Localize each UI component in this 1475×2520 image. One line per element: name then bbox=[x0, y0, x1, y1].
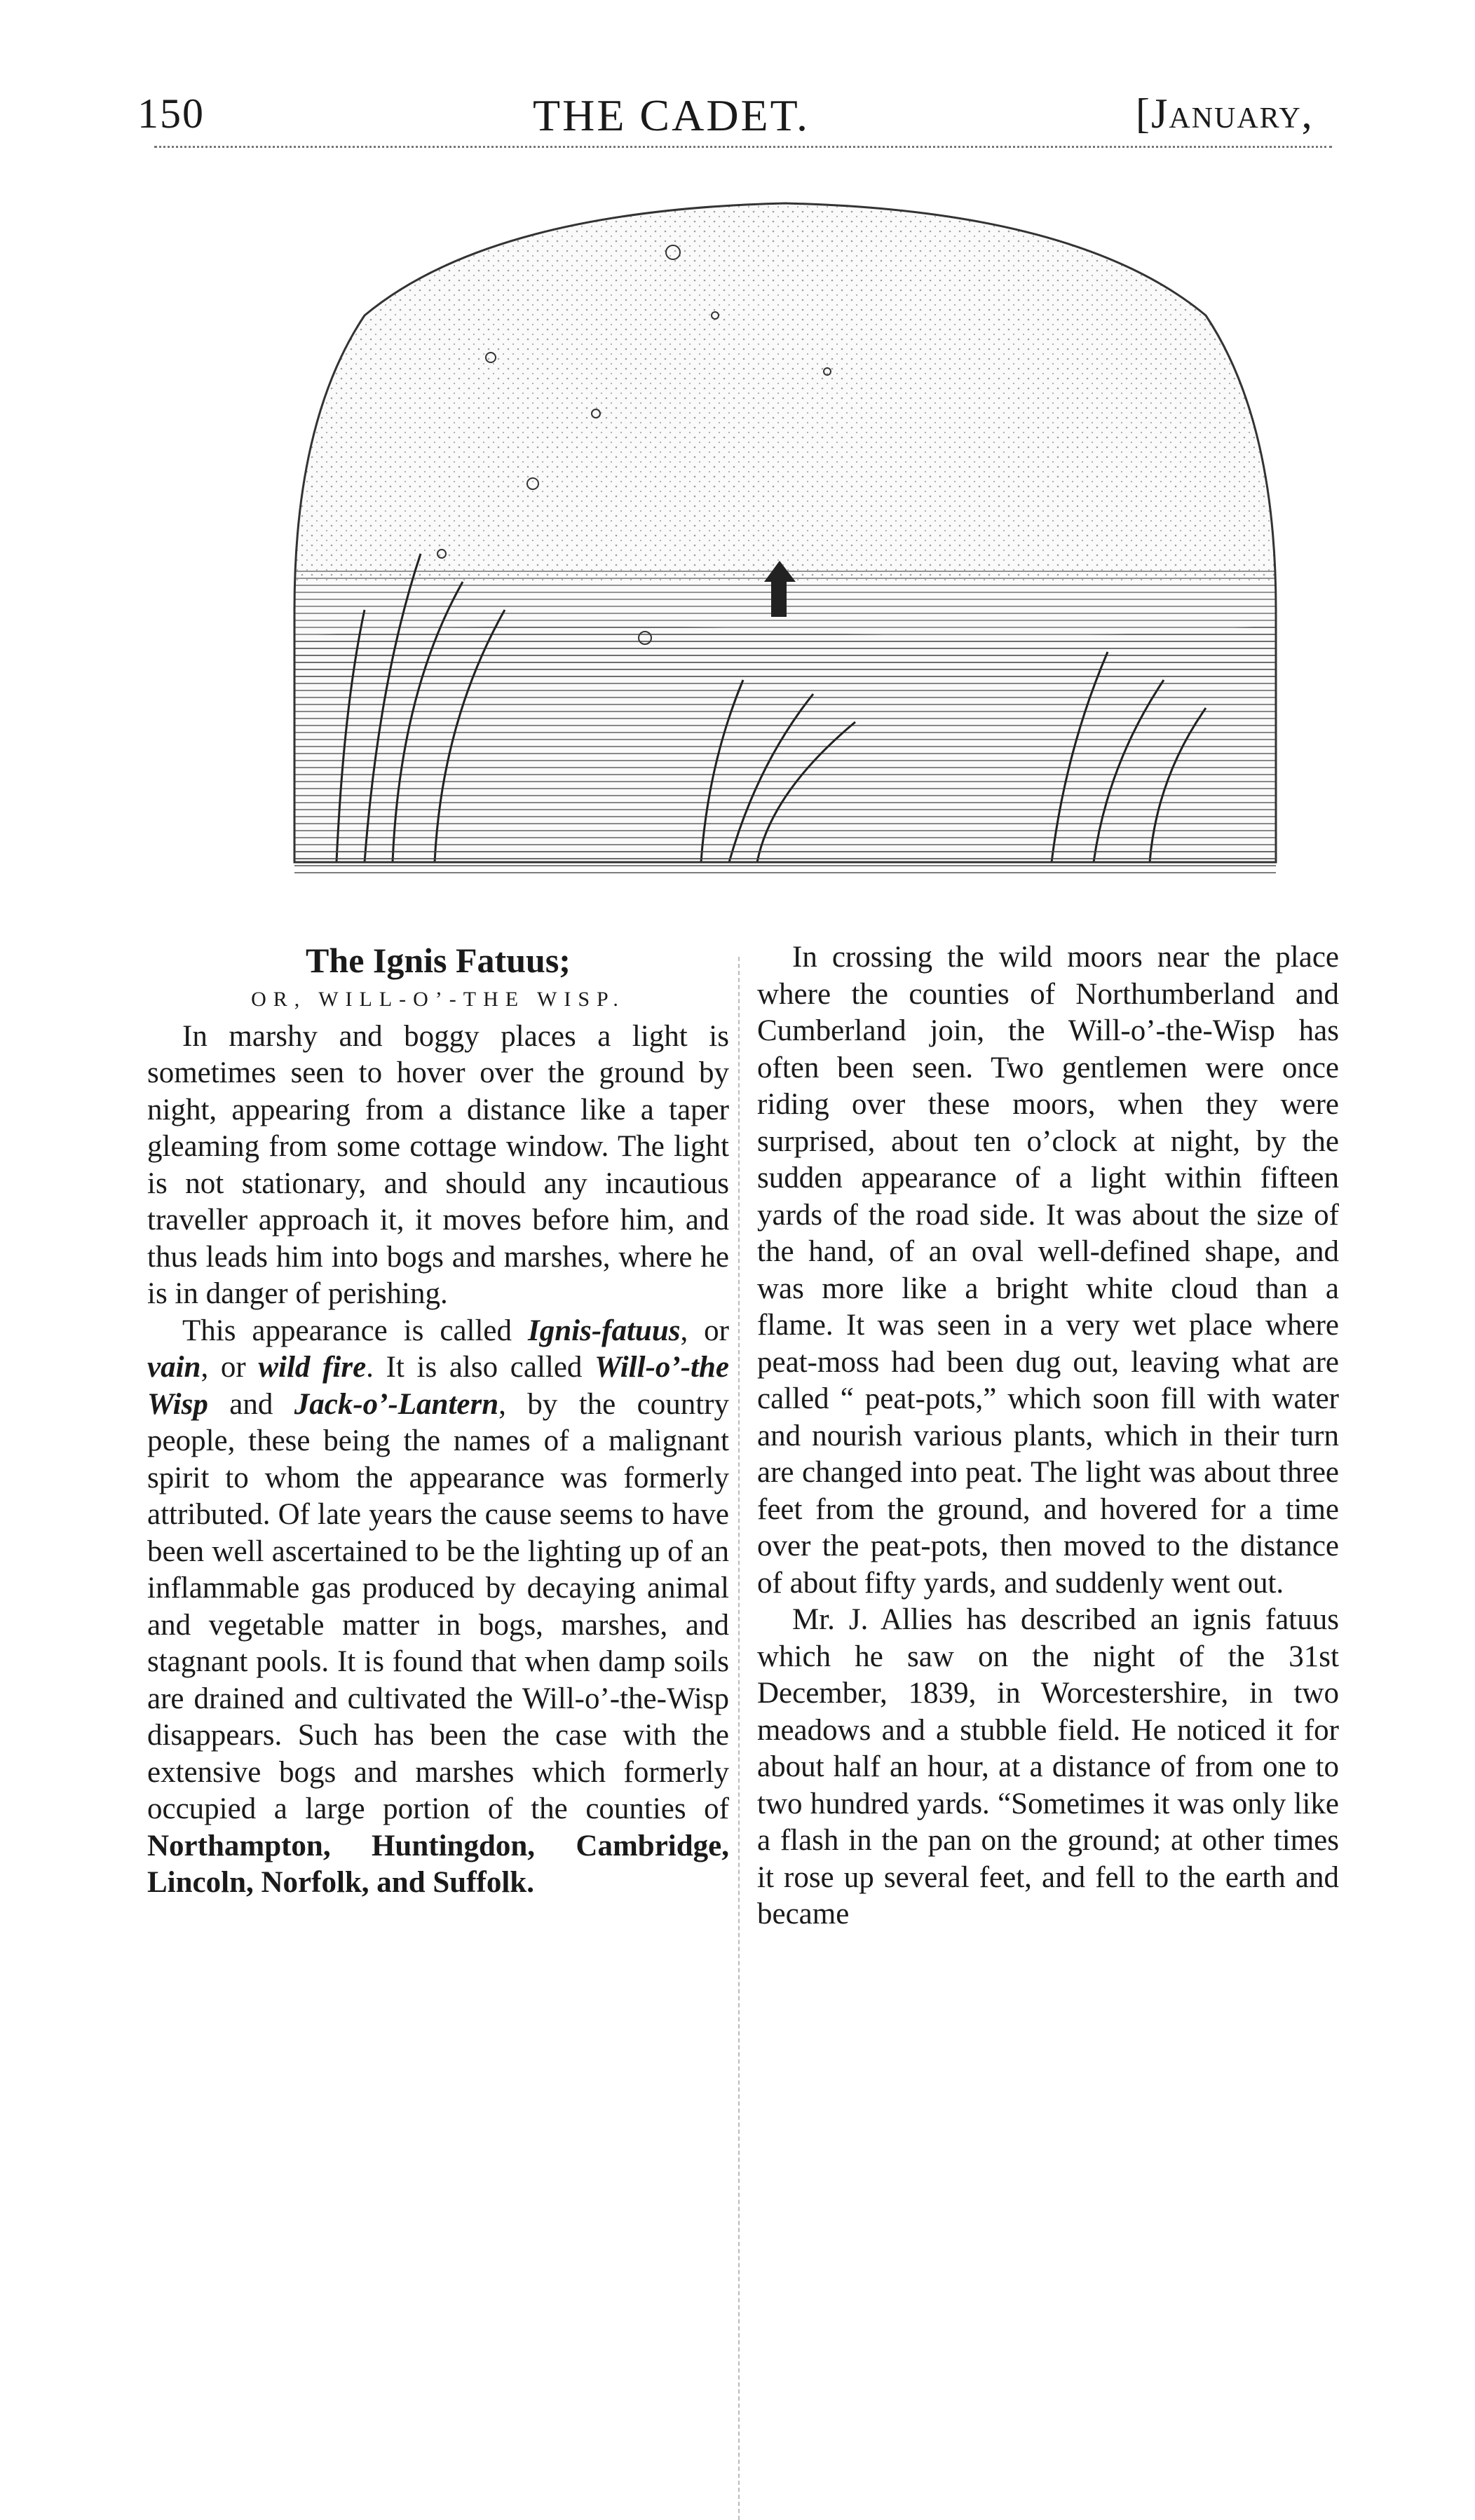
page-number: 150 bbox=[137, 90, 205, 137]
running-month: [January, bbox=[1136, 90, 1314, 137]
term-ignis-fatuus: Ignis-fatuus bbox=[527, 1314, 681, 1347]
header-rule bbox=[154, 146, 1332, 148]
counties-list: Northampton, Huntingdon, Cambridge, Lincoln, Norfolk, and Suffolk. bbox=[147, 1829, 729, 1899]
article-title: The Ignis Fatuus; bbox=[306, 941, 571, 980]
marsh-engraving-illustration bbox=[280, 189, 1290, 890]
term-wild-fire: wild fire bbox=[258, 1351, 367, 1384]
term-jack-o-lantern: Jack-o’-Lantern bbox=[294, 1387, 499, 1421]
paragraph-3: In crossing the wild moors near the place where the counties of Northumberland and Cumberland join, the Will-o’-the-Wisp has often been seen. Two gentlemen were once riding over these moors, when they were surprised, about ten o’clock at night, by the sudden appearance of a light within fifteen yards of the road side. It was about the size of the hand, of an oval well-defined shape, and was more like a bright white cloud than a flame. It was seen in a very wet place where peat-moss had been dug out, leaving what are called “ peat-pots,” which soon fill with water and nourish various plants, which in their turn are changed into peat. The light was about three feet from the ground, and hovered for a time over the peat-pots, then moved to the distance of about fifty yards, and suddenly went out. bbox=[757, 941, 1339, 1600]
column-divider bbox=[738, 957, 740, 2520]
paragraph-2 bbox=[147, 1313, 729, 1902]
paragraph-1: In marshy and boggy places a light is sometimes seen to hover over the ground by night, appearing from a distance like a taper gleaming from some cottage window. The light is not stationary, and should any incautious traveller approach it, it moves before him, and thus leads him into bogs and marshes, where he is in danger of perishing. bbox=[147, 1019, 729, 1310]
text-run: . It is also called bbox=[366, 1351, 595, 1384]
term-vain: vain bbox=[147, 1351, 201, 1384]
term-will-o-the-wisp: Will-o’-the Wisp bbox=[147, 1351, 729, 1421]
paragraph-4: Mr. J. Allies has described an ignis fatuus which he saw on the night of the 31st December, 1839, in Worcestershire, in two meadows and a stubble field. He noticed it for about half an hour, at a distance of from one to two hundred yards. “Sometimes it was only like a flash in the pan on the ground; at other times it rose up several feet, and fell to the earth and became bbox=[757, 1603, 1339, 1930]
text-run: and bbox=[208, 1387, 294, 1421]
article-subtitle: OR, WILL-O’-THE WISP. bbox=[251, 988, 625, 1011]
text-run: , or bbox=[680, 1314, 730, 1347]
text-run: , by the country people, these being the names of a malignant spirit to whom the appearance was formerly attributed. Of late years the cause seems to have been well ascertained to be the lighting up of an inflammable gas produced by decaying animal and vegetable matter in bogs, marshes, and stagnant pools. It is found that when damp soils are drained and cultivated the Will-o’-the-Wisp disappears. Such has been the case with the extensive bogs and marshes which formerly occupied a large portion of the counties of bbox=[147, 1387, 729, 1825]
right-column bbox=[757, 939, 1339, 1933]
text-run: , or bbox=[200, 1351, 259, 1384]
running-head bbox=[0, 90, 1475, 146]
left-column bbox=[147, 939, 729, 1902]
running-title: THE CADET. bbox=[533, 90, 810, 140]
text-run: This appearance is called bbox=[182, 1314, 528, 1347]
